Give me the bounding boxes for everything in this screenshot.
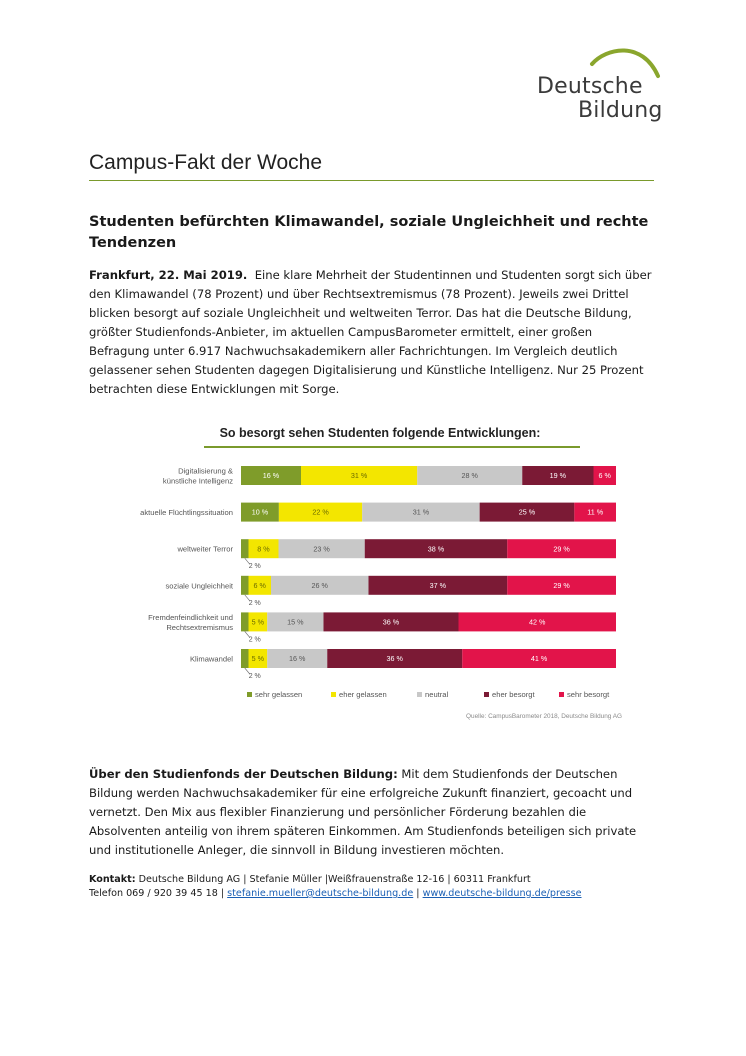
article-title: Studenten befürchten Klimawandel, soziale Ungleichheit und rechte Tendenzen [89, 214, 649, 251]
data-label: 41 % [530, 654, 548, 664]
data-label: 8 % [257, 544, 270, 554]
data-label: 2 % [248, 563, 261, 571]
legend-swatch [559, 692, 564, 697]
legend-label: eher besorgt [492, 690, 535, 699]
chart-title: So besorgt sehen Studenten folgende Entwicklungen: [219, 426, 541, 440]
data-label: 10 % [251, 507, 269, 517]
bar-segment [241, 612, 249, 631]
bar-segment [241, 576, 249, 595]
data-label: 31 % [350, 471, 368, 481]
data-label: 11 % [587, 507, 604, 517]
lead-text: Eine klare Mehrheit der Studentinnen und Studenten sorgt sich über den Klimawandel (78 Prozent) und über Rechtsextremismus (78 Prozent). Jeweils zwei Drittel blicken besorgt auf soziale Ungleichheit und weltweiten Terror. Das hat die Deutsche Bildung, größter Studienfonds-Anbieter, im aktuellen CampusBarometer ermittelt, einer großen Befragung unter 6.917 Nachwuchsakademikern aller Fachrichtungen. Im Vergleich deutlich gelassener sehen Studenten dagegen Digitalisierung und Künstliche Intelligenz. Nur 25 Prozent betrachten diese Entwicklungen mit Sorge. [89, 268, 652, 396]
data-label: 29 % [553, 580, 570, 590]
contact-line-phone [89, 887, 689, 901]
data-label: 38 % [427, 544, 445, 554]
data-label: 5 % [251, 617, 265, 627]
data-label: 2 % [248, 636, 261, 644]
legend-label: sehr besorgt [567, 690, 610, 699]
data-label: 26 % [311, 580, 328, 590]
data-label: 19 % [549, 471, 567, 481]
data-label: 2 % [248, 673, 261, 680]
legend-swatch [247, 692, 252, 697]
contact-address: Deutsche Bildung AG | Stefanie Müller |Weißfrauenstraße 12-16 | 60311 Frankfurt [138, 874, 531, 885]
data-label: 25 % [518, 507, 536, 517]
legend-label: sehr gelassen [255, 690, 303, 699]
category-label: Digitalisierung & [178, 466, 233, 476]
data-label: 15 % [287, 617, 304, 627]
contact-phone: Telefon 069 / 920 39 45 18 | [89, 888, 225, 899]
legend-swatch [331, 692, 336, 697]
dateline: Frankfurt, 22. Mai 2019. [89, 268, 248, 282]
about-heading: Über den Studienfonds der Deutschen Bildung: [89, 767, 398, 781]
chart-source: Quelle: CampusBarometer 2018, Deutsche Bildung AG [466, 713, 622, 720]
data-label: 31 % [412, 507, 430, 517]
category-label: weltweiter Terror [177, 544, 233, 554]
data-label: 36 % [382, 617, 400, 627]
logo-text-line1: Deutsche [537, 74, 643, 99]
contact-label: Kontakt: [89, 874, 136, 885]
legend-label: neutral [425, 690, 449, 699]
about-section [89, 765, 654, 860]
category-label: Klimawandel [189, 654, 233, 664]
data-label: 37 % [429, 580, 447, 590]
data-label: 6 % [253, 580, 266, 590]
data-label: 6 % [598, 471, 611, 481]
article-lead [89, 266, 654, 399]
category-label: aktuelle Flüchtlingssituation [140, 508, 233, 518]
stacked-bar-chart [0, 455, 746, 745]
contact-line-address [89, 873, 689, 887]
data-label: 23 % [313, 544, 330, 554]
data-label: 36 % [386, 654, 403, 664]
data-label: 22 % [312, 507, 329, 517]
brand-logo [534, 42, 664, 124]
legend-swatch [484, 692, 489, 697]
category-label: soziale Ungleichheit [165, 581, 233, 591]
data-label: 42 % [529, 617, 546, 627]
data-label: 2 % [248, 599, 261, 607]
data-label: 28 % [461, 471, 478, 481]
page-header-title: Campus-Fakt der Woche [89, 151, 323, 174]
bar-segment [241, 539, 249, 558]
category-label: Rechtsextremismus [166, 622, 233, 632]
contact-web-link[interactable]: www.deutsche-bildung.de/presse [422, 888, 582, 899]
logo-text-line2: Bildung [578, 98, 663, 123]
contact-email-link[interactable]: stefanie.mueller@deutsche-bildung.de [227, 888, 414, 899]
bar-segment [241, 649, 249, 668]
data-label: 16 % [289, 654, 306, 664]
contact-separator: | [416, 888, 420, 899]
data-label: 16 % [262, 471, 280, 481]
chart-title-underline [204, 446, 580, 448]
header-divider [89, 180, 654, 181]
category-label: Fremdenfeindlichkeit und [148, 612, 233, 622]
data-label: 29 % [553, 544, 570, 554]
data-label: 5 % [251, 654, 265, 664]
about-text: Mit dem Studienfonds der Deutschen Bildung werden Nachwuchsakademiker für eine erfolgreiche Zukunft finanziert, gecoacht und vernetzt. Den Mix aus flexibler Finanzierung und persönlicher Förderung bezahlen die Absolventen anteilig von ihrem späteren Einkommen. Am Studienfonds beteiligen sich private und institutionelle Anleger, die sinnvoll in Bildung investieren möchten. [89, 767, 637, 857]
legend-label: eher gelassen [339, 690, 387, 699]
contact-block [89, 873, 689, 901]
category-label: künstliche Intelligenz [162, 476, 233, 486]
legend-swatch [417, 692, 422, 697]
